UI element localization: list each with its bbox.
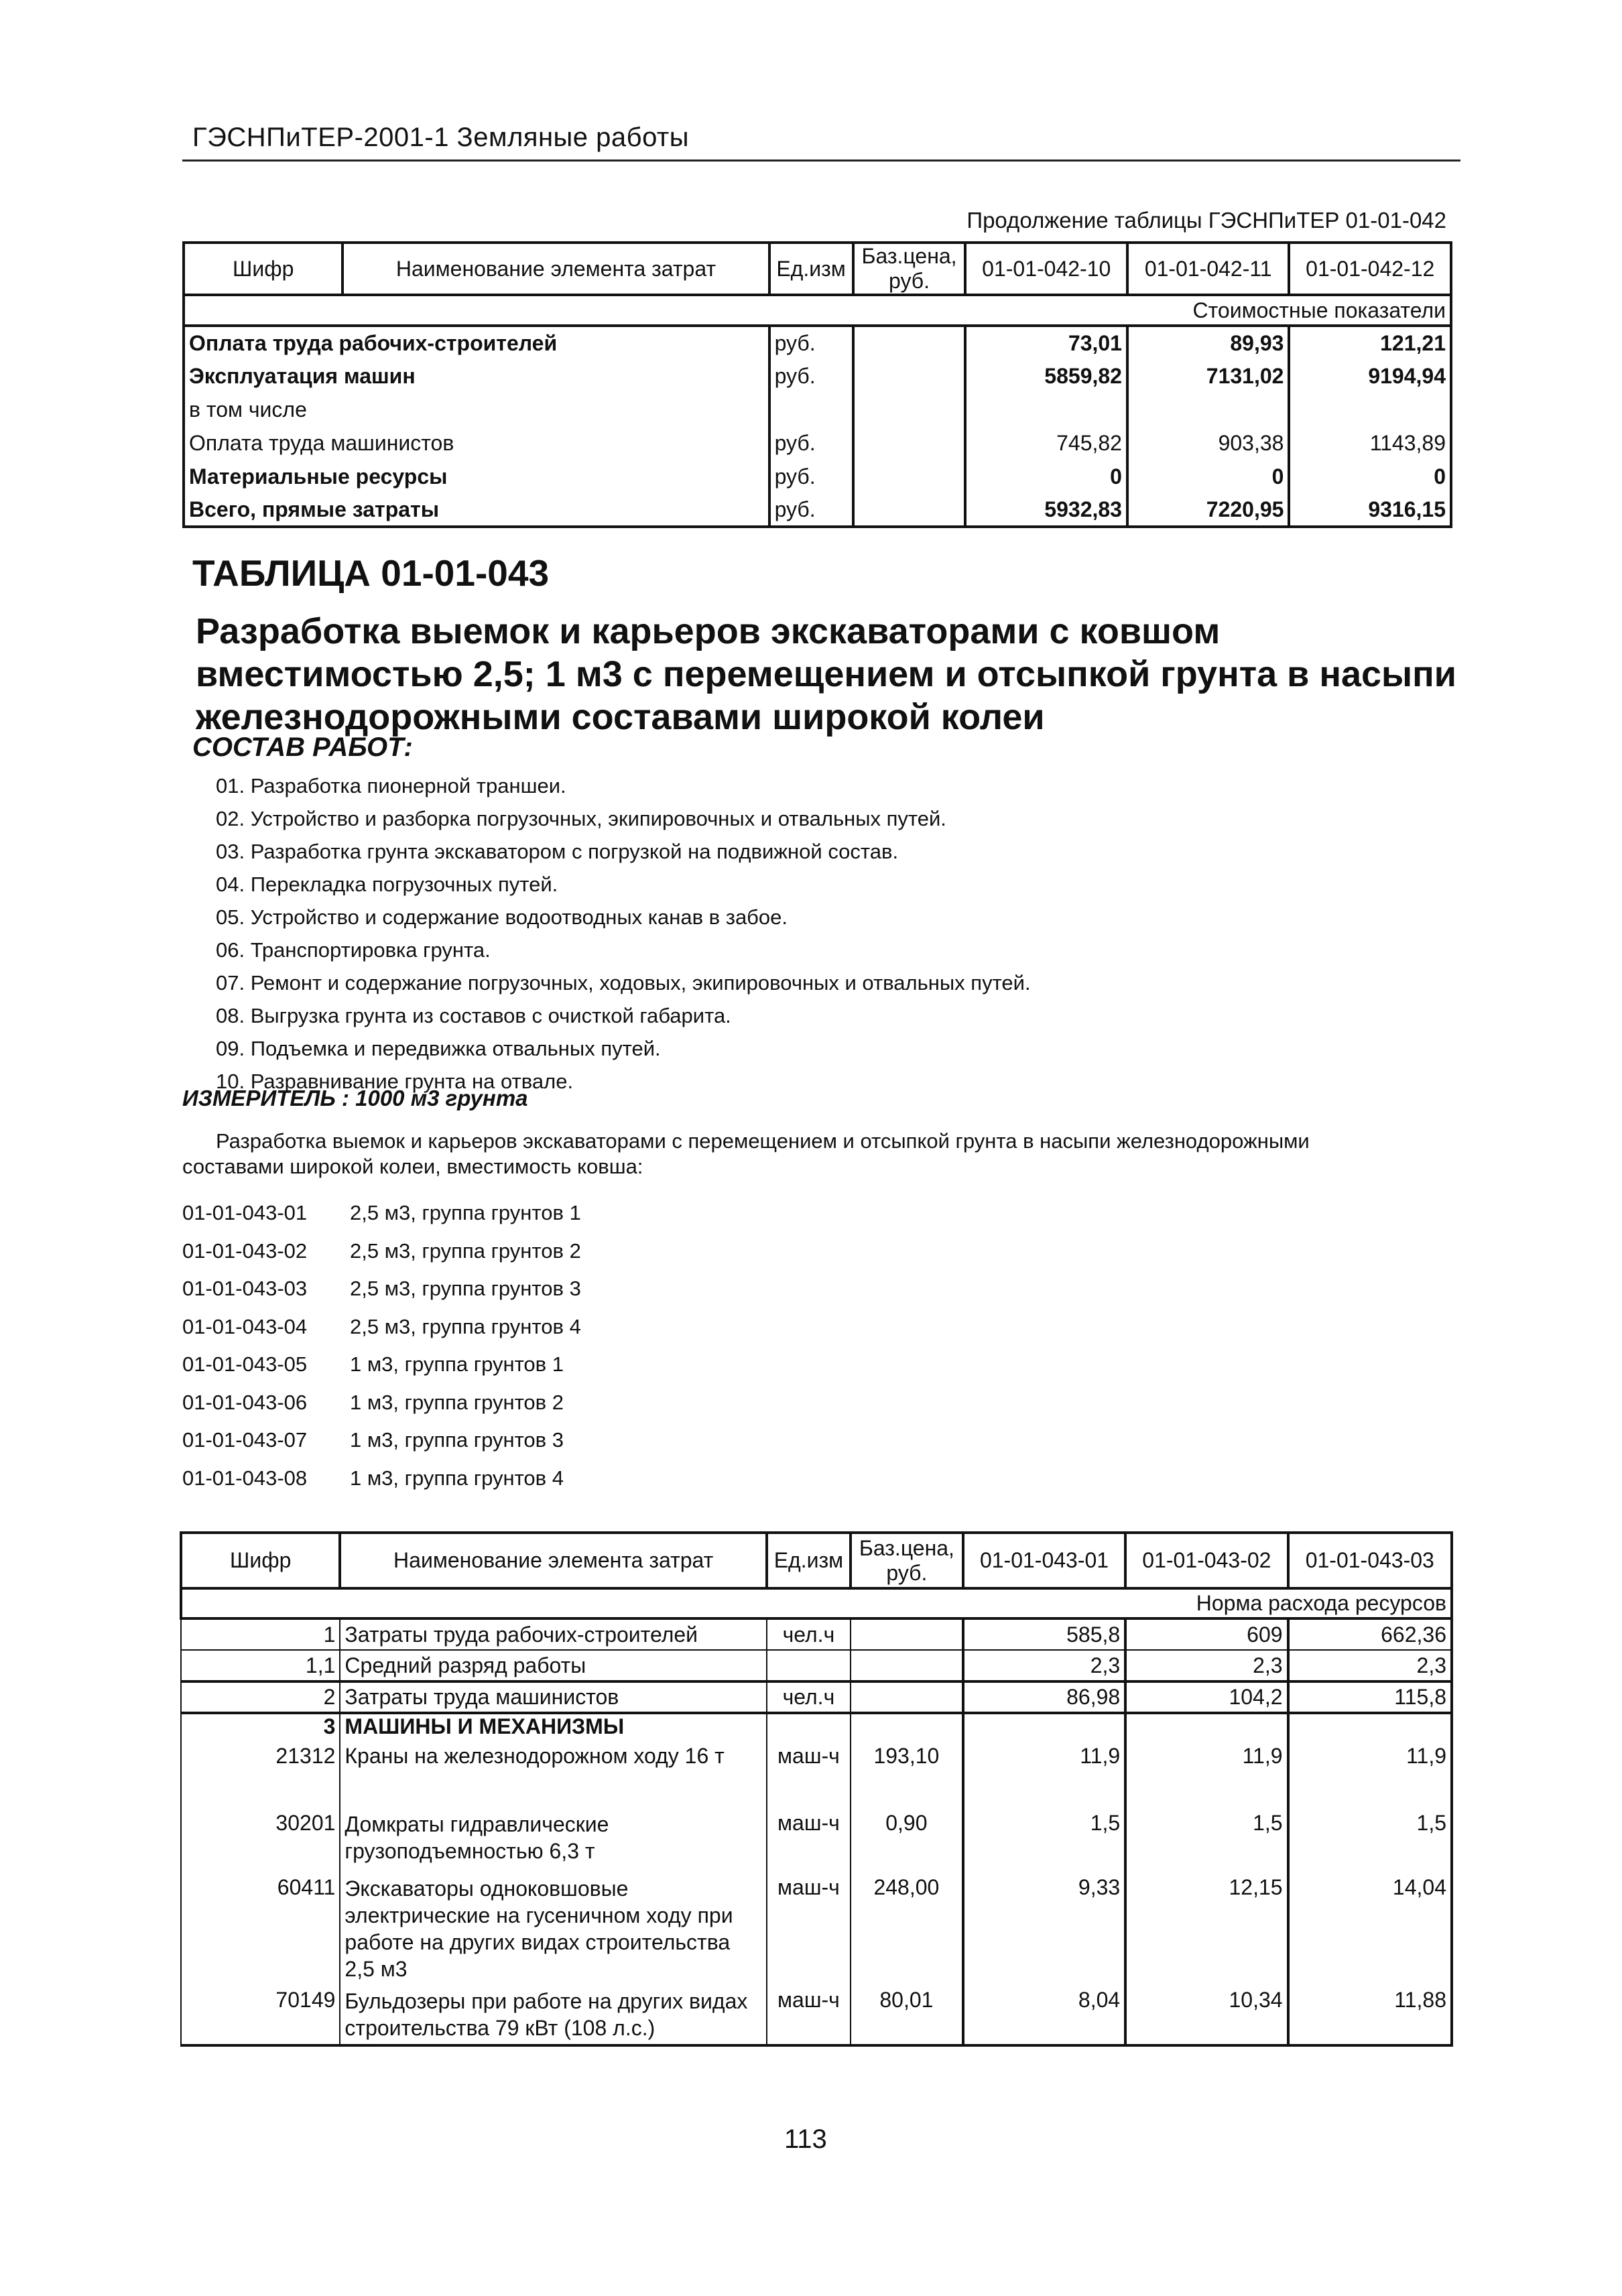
list-item bbox=[182, 1460, 581, 1498]
row-value: 9194,94 bbox=[1289, 359, 1451, 393]
row-unit: маш-ч bbox=[767, 1744, 851, 1811]
row-value: 662,36 bbox=[1288, 1618, 1452, 1650]
row-code: 3 bbox=[181, 1713, 340, 1744]
row-value: 903,38 bbox=[1127, 426, 1289, 460]
table-row bbox=[181, 1618, 1452, 1650]
table-row bbox=[184, 460, 1451, 493]
row-value: 14,04 bbox=[1288, 1875, 1452, 1988]
code-text: 1 м3, группа грунтов 3 bbox=[350, 1428, 564, 1452]
subheader-row bbox=[181, 1588, 1452, 1618]
row-unit: руб. bbox=[769, 493, 853, 527]
code-text: 2,5 м3, группа грунтов 2 bbox=[350, 1238, 581, 1263]
row-value: 7131,02 bbox=[1127, 359, 1289, 393]
col-header: Баз.цена, руб. bbox=[853, 243, 966, 295]
table-row bbox=[181, 1988, 1452, 2045]
running-header: ГЭСНПиТЕР-2001-1 Земляные работы bbox=[192, 123, 689, 152]
row-name: Экскаваторы одноковшовые электрические на гусеничном ходу при работе на других видах строительства 2,5 м3 bbox=[340, 1875, 767, 1988]
row-code: 60411 bbox=[181, 1875, 340, 1988]
row-value: 5859,82 bbox=[965, 359, 1127, 393]
list-item bbox=[182, 1270, 581, 1308]
row-unit bbox=[767, 1650, 851, 1681]
code: 01-01-043-05 bbox=[182, 1352, 308, 1376]
row-price bbox=[851, 1650, 963, 1681]
row-value: 0 bbox=[965, 460, 1127, 493]
table-header-row bbox=[181, 1533, 1452, 1588]
row-price bbox=[853, 460, 966, 493]
row-value: 585,8 bbox=[963, 1618, 1125, 1650]
table-header-row bbox=[184, 243, 1451, 295]
row-value: 10,34 bbox=[1125, 1988, 1288, 2045]
row-value: 8,04 bbox=[963, 1988, 1125, 2045]
row-value: 7220,95 bbox=[1127, 493, 1289, 527]
row-unit: маш-ч bbox=[767, 1875, 851, 1988]
table-row bbox=[184, 326, 1451, 359]
code-text: 2,5 м3, группа грунтов 3 bbox=[350, 1277, 581, 1300]
row-unit bbox=[767, 1713, 851, 1744]
list-item: 09. Подъемка и передвижка отвальных путей. bbox=[216, 1037, 661, 1060]
row-name: Краны на железнодорожном ходу 16 т bbox=[340, 1744, 767, 1811]
row-value: 9316,15 bbox=[1289, 493, 1451, 527]
code: 01-01-043-03 bbox=[182, 1277, 308, 1300]
row-price: 80,01 bbox=[851, 1988, 963, 2045]
row-value: 11,9 bbox=[1288, 1744, 1452, 1811]
table-row bbox=[181, 1713, 1452, 1744]
col-header: Наименование элемента затрат bbox=[340, 1533, 767, 1588]
row-price bbox=[851, 1713, 963, 1744]
row-value: 0 bbox=[1127, 460, 1289, 493]
code-text: 2,5 м3, группа грунтов 1 bbox=[350, 1201, 581, 1224]
row-unit: руб. bbox=[769, 326, 853, 359]
list-item bbox=[182, 1384, 581, 1422]
col-header: 01-01-043-01 bbox=[963, 1533, 1125, 1588]
row-name: Оплата труда рабочих-строителей bbox=[184, 326, 769, 359]
row-unit: маш-ч bbox=[767, 1811, 851, 1875]
table-continuation-note: Продолжение таблицы ГЭСНПиТЕР 01-01-042 bbox=[966, 208, 1446, 233]
row-price: 193,10 bbox=[851, 1744, 963, 1811]
row-name: Оплата труда машинистов bbox=[184, 426, 769, 460]
measure-unit: ИЗМЕРИТЕЛЬ : 1000 м3 грунта bbox=[182, 1086, 528, 1110]
row-price bbox=[853, 326, 966, 359]
row-value: 2,3 bbox=[1288, 1650, 1452, 1681]
code-text: 1 м3, группа грунтов 1 bbox=[350, 1352, 564, 1376]
row-price bbox=[853, 493, 966, 527]
resource-table-043 bbox=[180, 1531, 1453, 2047]
row-value: 1143,89 bbox=[1289, 426, 1451, 460]
row-value: 5932,83 bbox=[965, 493, 1127, 527]
cost-table-042 bbox=[182, 241, 1452, 528]
list-item bbox=[182, 1421, 581, 1460]
list-item: 03. Разработка грунта экскаватором с погрузкой на подвижной состав. bbox=[216, 840, 899, 863]
row-name: Материальные ресурсы bbox=[184, 460, 769, 493]
row-unit: маш-ч bbox=[767, 1988, 851, 2045]
code: 01-01-043-02 bbox=[182, 1238, 308, 1263]
list-item: 10. Разравнивание грунта на отвале. bbox=[216, 1070, 574, 1093]
row-value: 115,8 bbox=[1288, 1681, 1452, 1713]
row-code: 1,1 bbox=[181, 1650, 340, 1681]
table-row bbox=[184, 426, 1451, 460]
row-unit bbox=[769, 393, 853, 426]
list-item: 06. Транспортировка грунта. bbox=[216, 938, 491, 962]
col-header: 01-01-042-10 bbox=[965, 243, 1127, 295]
col-header: 01-01-042-11 bbox=[1127, 243, 1289, 295]
row-value: 104,2 bbox=[1125, 1681, 1288, 1713]
col-header: 01-01-042-12 bbox=[1289, 243, 1451, 295]
row-value: 73,01 bbox=[965, 326, 1127, 359]
list-item: 07. Ремонт и содержание погрузочных, ходовых, экипировочных и отвальных путей. bbox=[216, 971, 1031, 995]
section-description: Разработка выемок и карьеров экскаваторами с ковшом вместимостью 2,5; 1 м3 с перемещением и отсыпкой грунта в насыпи железнодорожными составами широкой колеи bbox=[196, 611, 1456, 737]
code-text: 1 м3, группа грунтов 2 bbox=[350, 1390, 564, 1414]
row-value: 11,9 bbox=[963, 1744, 1125, 1811]
row-name: Бульдозеры при работе на других видах строительства 79 кВт (108 л.с.) bbox=[340, 1988, 767, 2045]
row-value bbox=[1127, 393, 1289, 426]
col-header: 01-01-043-02 bbox=[1125, 1533, 1288, 1588]
code: 01-01-043-01 bbox=[182, 1201, 308, 1224]
row-value: 11,9 bbox=[1125, 1744, 1288, 1811]
row-name: Всего, прямые затраты bbox=[184, 493, 769, 527]
row-code: 30201 bbox=[181, 1811, 340, 1875]
row-value: 12,15 bbox=[1125, 1875, 1288, 1988]
row-price bbox=[851, 1618, 963, 1650]
row-code: 1 bbox=[181, 1618, 340, 1650]
row-value bbox=[1125, 1713, 1288, 1744]
row-name: Домкраты гидравлические грузоподъемностью 6,3 т bbox=[340, 1811, 767, 1875]
row-value: 86,98 bbox=[963, 1681, 1125, 1713]
code: 01-01-043-08 bbox=[182, 1466, 308, 1490]
row-unit: чел.ч bbox=[767, 1618, 851, 1650]
row-price: 248,00 bbox=[851, 1875, 963, 1988]
row-price bbox=[853, 393, 966, 426]
page-number: 113 bbox=[784, 2124, 827, 2154]
col-header: 01-01-043-03 bbox=[1288, 1533, 1452, 1588]
table-row bbox=[181, 1681, 1452, 1713]
composition-heading: СОСТАВ РАБОТ: bbox=[192, 732, 413, 762]
list-item: 08. Выгрузка грунта из составов с очисткой габарита. bbox=[216, 1004, 731, 1027]
section-title: ТАБЛИЦА 01-01-043 bbox=[192, 552, 550, 594]
row-value: 1,5 bbox=[963, 1811, 1125, 1875]
row-value bbox=[965, 393, 1127, 426]
row-price bbox=[853, 359, 966, 393]
list-item: 02. Устройство и разборка погрузочных, экипировочных и отвальных путей. bbox=[216, 807, 946, 830]
table-row bbox=[184, 359, 1451, 393]
table-row bbox=[181, 1811, 1452, 1875]
table-row bbox=[181, 1875, 1452, 1988]
list-item: 01. Разработка пионерной траншеи. bbox=[216, 774, 566, 798]
col-header: Шифр bbox=[184, 243, 342, 295]
row-price: 0,90 bbox=[851, 1811, 963, 1875]
row-value: 9,33 bbox=[963, 1875, 1125, 1988]
row-value: 1,5 bbox=[1125, 1811, 1288, 1875]
row-unit: руб. bbox=[769, 359, 853, 393]
col-header: Шифр bbox=[181, 1533, 340, 1588]
table-row bbox=[181, 1744, 1452, 1811]
row-name: Средний разряд работы bbox=[340, 1650, 767, 1681]
list-item: 05. Устройство и содержание водоотводных канав в забое. bbox=[216, 905, 788, 929]
table-row bbox=[184, 393, 1451, 426]
col-header: Ед.изм bbox=[769, 243, 853, 295]
intro-line: составами широкой колеи, вместимость ковша: bbox=[182, 1155, 643, 1178]
row-value: 2,3 bbox=[963, 1650, 1125, 1681]
works-list bbox=[216, 769, 1031, 1098]
row-code: 2 bbox=[181, 1681, 340, 1713]
list-item bbox=[182, 1232, 581, 1271]
subheader-row bbox=[184, 295, 1451, 326]
code: 01-01-043-07 bbox=[182, 1428, 308, 1452]
subheader-label: Норма расхода ресурсов bbox=[181, 1588, 1452, 1618]
list-item bbox=[182, 1308, 581, 1346]
row-value: 1,5 bbox=[1288, 1811, 1452, 1875]
subheader-label: Стоимостные показатели bbox=[184, 295, 1451, 326]
list-item bbox=[182, 1194, 581, 1232]
col-header: Баз.цена, руб. bbox=[851, 1533, 963, 1588]
row-value: 0 bbox=[1289, 460, 1451, 493]
col-header: Наименование элемента затрат bbox=[342, 243, 769, 295]
row-value bbox=[1288, 1713, 1452, 1744]
row-value: 745,82 bbox=[965, 426, 1127, 460]
row-name: Эксплуатация машин bbox=[184, 359, 769, 393]
row-unit: руб. bbox=[769, 426, 853, 460]
row-unit: руб. bbox=[769, 460, 853, 493]
header-rule bbox=[182, 160, 1460, 162]
code-text: 2,5 м3, группа грунтов 4 bbox=[350, 1314, 581, 1338]
row-value bbox=[963, 1713, 1125, 1744]
row-value bbox=[1289, 393, 1451, 426]
row-name: в том числе bbox=[184, 393, 769, 426]
row-value: 11,88 bbox=[1288, 1988, 1452, 2045]
row-unit: чел.ч bbox=[767, 1681, 851, 1713]
table-row bbox=[184, 493, 1451, 527]
code: 01-01-043-04 bbox=[182, 1314, 308, 1338]
list-item bbox=[182, 1346, 581, 1384]
code-list bbox=[182, 1194, 581, 1497]
row-price bbox=[853, 426, 966, 460]
list-item: 04. Перекладка погрузочных путей. bbox=[216, 873, 558, 896]
row-name: МАШИНЫ И МЕХАНИЗМЫ bbox=[340, 1713, 767, 1744]
row-value: 2,3 bbox=[1125, 1650, 1288, 1681]
code: 01-01-043-06 bbox=[182, 1390, 308, 1414]
row-code: 70149 bbox=[181, 1988, 340, 2045]
row-name: Затраты труда машинистов bbox=[340, 1681, 767, 1713]
row-value: 121,21 bbox=[1289, 326, 1451, 359]
row-name: Затраты труда рабочих-строителей bbox=[340, 1618, 767, 1650]
row-value: 609 bbox=[1125, 1618, 1288, 1650]
row-code: 21312 bbox=[181, 1744, 340, 1811]
row-price bbox=[851, 1681, 963, 1713]
col-header: Ед.изм bbox=[767, 1533, 851, 1588]
intro-line: Разработка выемок и карьеров экскаваторами с перемещением и отсыпкой грунта в насыпи железнодорожными bbox=[216, 1129, 1310, 1153]
code-text: 1 м3, группа грунтов 4 bbox=[350, 1466, 564, 1490]
table-row bbox=[181, 1650, 1452, 1681]
row-value: 89,93 bbox=[1127, 326, 1289, 359]
